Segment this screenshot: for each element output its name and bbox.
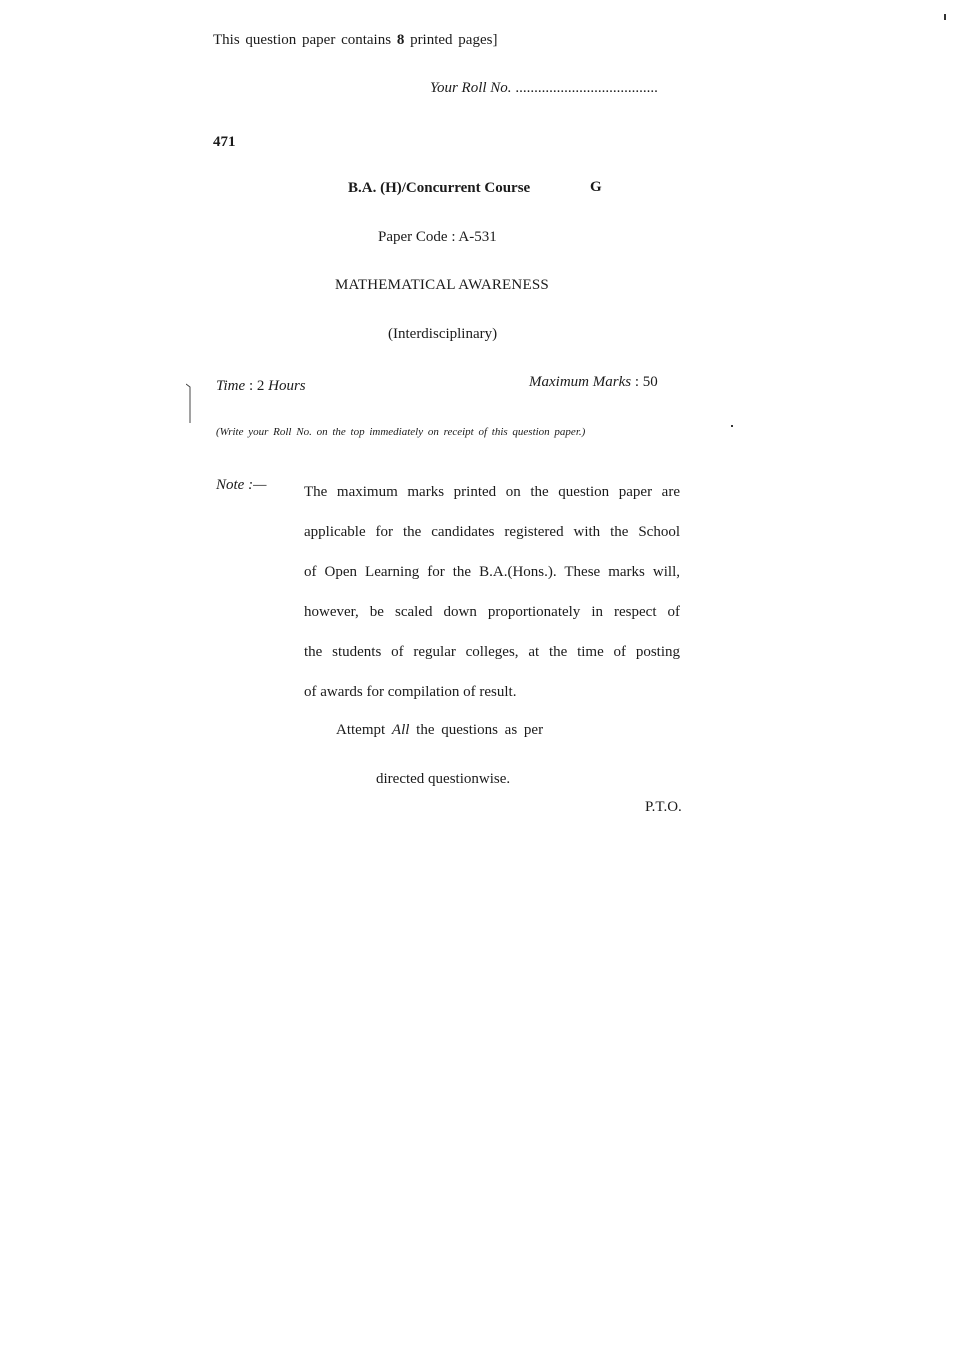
pages-middle: contains bbox=[341, 32, 392, 48]
attempt-instruction-line2: directed questionwise. bbox=[376, 771, 511, 787]
paper-number: 471 bbox=[213, 134, 236, 150]
marks-label: Maximum Marks bbox=[529, 374, 632, 390]
time-unit: Hours bbox=[268, 378, 306, 394]
attempt-instruction bbox=[336, 722, 543, 739]
scan-speck bbox=[731, 425, 733, 427]
time-value: : 2 bbox=[245, 378, 269, 394]
pages-suffix: printed pages] bbox=[410, 32, 498, 48]
course-title: B.A. (H)/Concurrent Course bbox=[348, 180, 531, 196]
paper-subtitle: (Interdisciplinary) bbox=[388, 326, 498, 342]
time-allowed bbox=[216, 378, 306, 395]
pages-count: 8 bbox=[396, 32, 405, 48]
roll-dots: ...................................... bbox=[515, 80, 658, 96]
pto-marker: P.T.O. bbox=[645, 799, 682, 815]
attempt-pre: Attempt bbox=[336, 722, 386, 738]
pages-prefix: This question paper bbox=[213, 32, 336, 48]
pages-count-line bbox=[213, 32, 497, 49]
note-line: of Open Learning for the B.A.(Hons.). These marks will, bbox=[304, 564, 680, 580]
set-letter: G bbox=[590, 179, 602, 195]
marks-value: : 50 bbox=[631, 374, 658, 390]
margin-bracket-mark bbox=[186, 383, 191, 423]
note-line: of awards for compilation of result. bbox=[304, 684, 517, 700]
paper-title: MATHEMATICAL AWARENESS bbox=[335, 277, 549, 293]
note-line: applicable for the candidates registered with the School bbox=[304, 524, 680, 540]
roll-instruction: (Write your Roll No. on the top immediately on receipt of this question paper.) bbox=[216, 426, 586, 438]
note-line: however, be scaled down proportionately in respect of bbox=[304, 604, 680, 620]
time-label: Time bbox=[216, 378, 246, 394]
scan-speck bbox=[944, 14, 946, 20]
note-line: the students of regular colleges, at the time of posting bbox=[304, 644, 680, 660]
note-line: The maximum marks printed on the question paper are bbox=[304, 484, 680, 500]
roll-number-line bbox=[430, 80, 658, 97]
note-text bbox=[304, 472, 680, 712]
note-label: Note :— bbox=[216, 477, 267, 493]
roll-label: Your Roll No. bbox=[430, 80, 512, 96]
paper-code: Paper Code : A-531 bbox=[378, 229, 497, 245]
attempt-emphasis: All bbox=[391, 722, 410, 738]
attempt-post: the questions as per bbox=[416, 722, 544, 738]
maximum-marks bbox=[529, 374, 658, 391]
